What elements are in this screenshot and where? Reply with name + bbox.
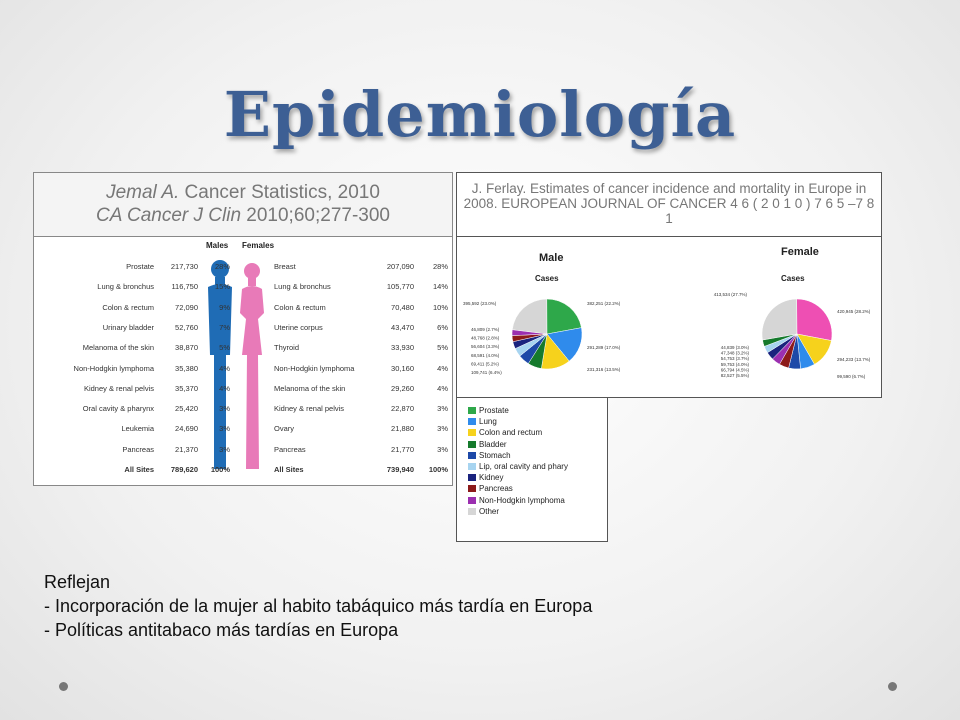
male-pct: 4% — [219, 383, 230, 393]
pie-callout-label: 68,591 (4.0%) — [471, 352, 500, 358]
legend-swatch — [468, 429, 476, 436]
male-count: 72,090 — [175, 302, 198, 312]
body-line-1: Reflejan — [44, 572, 111, 592]
female-site: Non-Hodgkin lymphoma — [274, 363, 355, 373]
male-count: 24,690 — [175, 424, 198, 434]
male-count: 116,750 — [171, 282, 198, 292]
male-pct: 100% — [210, 465, 230, 474]
female-count: 21,770 — [391, 444, 414, 454]
pie-legend — [456, 398, 608, 542]
female-count: 70,480 — [391, 302, 414, 312]
jemal-title: Cancer Statistics, 2010 — [179, 182, 380, 203]
male-site: Oral cavity & pharynx — [82, 404, 154, 414]
male-count: 38,870 — [175, 343, 198, 353]
legend-swatch — [468, 508, 476, 515]
pie-chart-svg — [457, 237, 881, 397]
legend-swatch — [468, 485, 476, 492]
female-pct: 3% — [437, 404, 448, 414]
pie-callout-label: 54,753 (3.7%) — [720, 356, 749, 362]
pie-slice-breast — [797, 299, 832, 341]
male-count: 21,370 — [175, 444, 198, 454]
legend-item — [479, 451, 511, 460]
pie-callout-label: 99,590 (6.7%) — [837, 374, 866, 379]
legend-item — [479, 417, 497, 426]
legend-item — [479, 462, 568, 471]
female-count: 30,160 — [391, 363, 414, 373]
females-header: Females — [242, 241, 275, 250]
pie-slice-other — [512, 299, 547, 334]
pie-callout-label: 420,945 (28.2%) — [837, 309, 871, 314]
female-count: 207,090 — [386, 262, 414, 271]
slide-title: Epidemiología — [223, 78, 737, 151]
male-pct: 3% — [219, 404, 230, 414]
male-site: Colon & rectum — [102, 302, 154, 312]
female-pct: 3% — [437, 444, 448, 454]
legend-item — [479, 428, 542, 437]
female-count: 739,940 — [386, 465, 414, 474]
legend-swatch — [468, 474, 476, 481]
pie-callout-label: 109,741 (6.4%) — [471, 370, 502, 375]
female-pct: 6% — [437, 322, 448, 332]
male-site: Urinary bladder — [102, 322, 154, 332]
legend-label: Lung — [479, 417, 497, 427]
pie-callout-label: 69,411 (5.2%) — [471, 361, 499, 367]
male-count: 35,370 — [175, 383, 198, 393]
legend-item — [479, 406, 509, 415]
slide-body-text — [44, 570, 592, 642]
female-chart-subtitle: Cases — [781, 274, 805, 283]
male-count: 217,730 — [170, 262, 198, 271]
decorative-dot-left — [59, 682, 68, 691]
pie-callout-label: 413,534 (27.7%) — [713, 292, 747, 297]
female-site: Breast — [274, 262, 296, 271]
legend-swatch — [468, 463, 476, 470]
pie-callout-label: 56,604 (3.3%) — [471, 344, 500, 350]
female-count: 22,870 — [391, 404, 414, 414]
jemal-ref: 2010;60;277-300 — [241, 205, 390, 226]
male-site: Pancreas — [122, 444, 154, 454]
male-pct: 3% — [219, 444, 230, 454]
legend-label: Pancreas — [479, 484, 513, 494]
female-pct: 14% — [432, 282, 448, 292]
legend-item — [479, 473, 503, 482]
pie-callout-label: 46,809 (2.7%) — [471, 327, 500, 332]
ferlay-pie-charts — [456, 236, 882, 398]
male-pct: 7% — [219, 322, 230, 332]
female-pct: 28% — [432, 262, 448, 271]
male-site: All Sites — [124, 465, 154, 474]
male-pct: 4% — [219, 363, 230, 373]
female-pct: 4% — [437, 383, 448, 393]
legend-item — [479, 440, 507, 449]
female-site: Pancreas — [274, 444, 306, 454]
female-site: Ovary — [274, 424, 295, 434]
legend-label: Non-Hodgkin lymphoma — [479, 495, 565, 505]
male-pct: 3% — [219, 424, 230, 434]
female-pct: 10% — [432, 302, 448, 312]
legend-label: Colon and rectum — [479, 428, 543, 438]
body-line-3: - Políticas antitabaco más tardías en Europa — [44, 620, 399, 640]
pie-callout-label: 231,316 (13.5%) — [587, 367, 621, 372]
female-site: Thyroid — [274, 343, 300, 353]
legend-item — [479, 496, 565, 505]
legend-label: Prostate — [479, 406, 509, 415]
pie-slice-other — [762, 299, 797, 340]
male-pct: 15% — [214, 282, 230, 292]
male-count: 35,380 — [175, 363, 198, 373]
male-chart-title: Male — [539, 252, 564, 264]
legend-label: Other — [479, 506, 500, 516]
female-site: Lung & bronchus — [274, 282, 331, 292]
pie-callout-label: 294,233 (13.7%) — [837, 357, 871, 362]
female-site: Melanoma of the skin — [274, 383, 346, 393]
female-site: Uterine corpus — [274, 322, 323, 332]
male-site: Kidney & renal pelvis — [83, 383, 154, 393]
pie-callout-label: 382,251 (22.2%) — [587, 301, 621, 306]
male-count: 789,620 — [170, 465, 198, 474]
decorative-dot-right — [888, 682, 897, 691]
jemal-statistics-table — [33, 236, 453, 486]
pie-callout-label: 66,794 (4.5%) — [720, 367, 749, 373]
female-site: All Sites — [274, 465, 304, 474]
male-site: Melanoma of the skin — [82, 343, 154, 353]
body-silhouettes — [202, 255, 272, 475]
pie-callout-label: 44,839 (3.0%) — [720, 345, 749, 350]
pie-callout-label: 59,753 (4.0%) — [720, 361, 749, 367]
female-count: 21,880 — [391, 424, 414, 434]
legend-label: Lip, oral cavity and phary — [479, 462, 568, 471]
legend-swatch — [468, 418, 476, 425]
male-site: Lung & bronchus — [97, 282, 154, 292]
ferlay-citation: J. Ferlay. Estimates of cancer incidence and mortality in Europe in 2008. EUROPEAN JOURNAL OF CANCER 4 6 ( 2 0 1 0 ) 7 6 5 –7 8 1 — [456, 172, 882, 236]
pie-callout-label: 395,592 (23.0%) — [463, 301, 497, 306]
male-site: Leukemia — [121, 424, 154, 434]
female-pct: 5% — [437, 343, 448, 353]
legend-label: Stomach — [479, 450, 511, 460]
female-count: 33,930 — [391, 343, 414, 353]
jemal-author: Jemal A. — [106, 182, 180, 203]
female-count: 105,770 — [386, 282, 414, 292]
male-count: 52,760 — [175, 322, 198, 332]
pie-callout-label: 48,768 (2.8%) — [471, 335, 500, 341]
male-pct: 9% — [219, 302, 230, 312]
female-pct: 4% — [437, 363, 448, 373]
legend-label: Kidney — [479, 473, 504, 483]
male-pct: 5% — [219, 343, 230, 353]
legend-swatch — [468, 407, 476, 414]
male-count: 25,420 — [175, 404, 198, 414]
males-header: Males — [206, 241, 229, 250]
female-count: 29,260 — [391, 383, 414, 393]
legend-swatch — [468, 497, 476, 504]
female-count: 43,470 — [391, 322, 414, 332]
female-pct: 3% — [437, 424, 448, 434]
legend-swatch — [468, 441, 476, 448]
body-line-2: - Incorporación de la mujer al habito tabáquico más tardía en Europa — [44, 596, 593, 616]
female-chart-title: Female — [781, 246, 819, 258]
pie-callout-label: 47,348 (3.2%) — [720, 350, 749, 356]
female-silhouette — [240, 263, 264, 469]
legend-item — [479, 484, 513, 493]
female-pct: 100% — [428, 465, 448, 474]
pie-callout-label: 291,289 (17.0%) — [587, 345, 621, 350]
pie-callout-label: 82,527 (5.5%) — [720, 373, 749, 378]
jemal-journal: CA Cancer J Clin — [96, 205, 242, 226]
male-pct: 28% — [214, 262, 230, 271]
female-site: Colon & rectum — [274, 302, 326, 312]
male-site: Non-Hodgkin lymphoma — [73, 363, 154, 373]
female-site: Kidney & renal pelvis — [274, 404, 345, 414]
legend-label: Bladder — [479, 439, 507, 449]
jemal-citation — [33, 172, 453, 236]
male-chart-subtitle: Cases — [535, 274, 559, 283]
male-site: Prostate — [126, 262, 154, 271]
legend-swatch — [468, 452, 476, 459]
legend-item — [479, 507, 499, 516]
